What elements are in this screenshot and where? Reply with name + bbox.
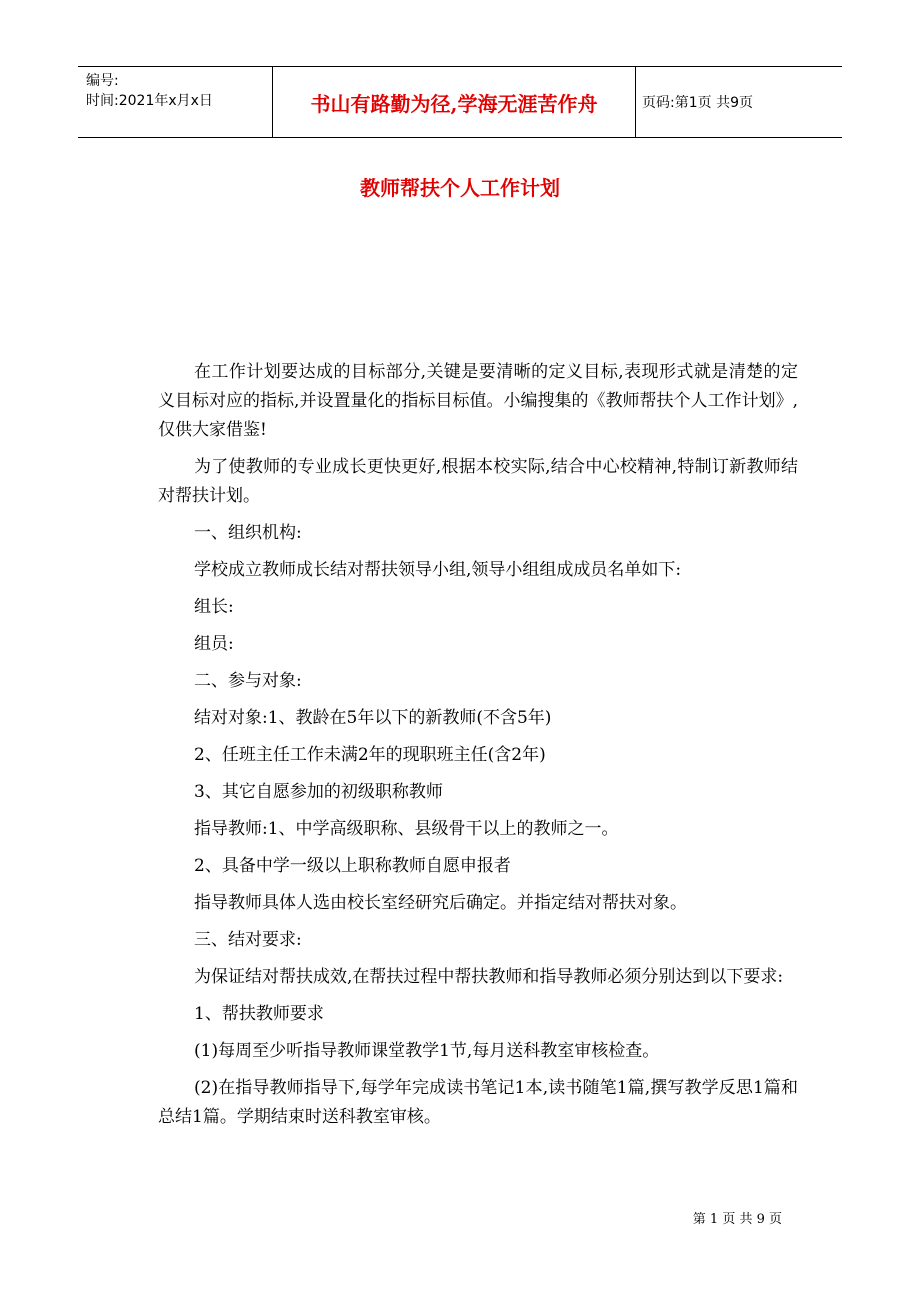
paragraph: 在工作计划要达成的目标部分,关键是要清晰的定义目标,表现形式就是清楚的定义目标对应的指标,并设置量化的指标目标值。小编搜集的《教师帮扶个人工作计划》,仅供大家借鉴! [158, 362, 798, 440]
page-header [78, 66, 842, 138]
paragraph: 1、帮扶教师要求 [194, 1004, 324, 1024]
paragraph: 为保证结对帮扶成效,在帮扶过程中帮扶教师和指导教师必须分别达到以下要求: [194, 967, 784, 987]
paragraph: 结对对象:1、教龄在5年以下的新教师(不含5年) [194, 708, 552, 728]
header-meta [86, 71, 272, 111]
header-page-info: 页码:第1页 共9页 [642, 95, 753, 111]
paragraph: 为了使教师的专业成长更快更好,根据本校实际,结合中心校精神,特制订新教师结对帮扶计划。 [158, 457, 798, 506]
document-body [158, 358, 798, 1140]
paragraph: 指导教师:1、中学高级职称、县级骨干以上的教师之一。 [194, 819, 619, 839]
page-footer: 第 1 页 共 9 页 [692, 1212, 782, 1227]
doc-time-label: 时间:2021年x月x日 [86, 93, 213, 109]
paragraph: 组长: [194, 597, 234, 617]
doc-number-label: 编号: [86, 73, 119, 89]
paragraph: 组员: [194, 634, 234, 654]
paragraph: (2)在指导教师指导下,每学年完成读书笔记1本,读书随笔1篇,撰写教学反思1篇和总结1篇。学期结束时送科教室审核。 [158, 1078, 798, 1127]
section-heading: 二、参与对象: [194, 671, 302, 691]
paragraph: 3、其它自愿参加的初级职称教师 [194, 782, 443, 802]
document-title: 教师帮扶个人工作计划 [360, 176, 560, 200]
paragraph: 2、任班主任工作未满2年的现职班主任(含2年) [194, 745, 546, 765]
section-heading: 一、组织机构: [194, 523, 302, 543]
section-heading: 三、结对要求: [194, 930, 302, 950]
paragraph: 2、具备中学一级以上职称教师自愿申报者 [194, 856, 511, 876]
header-motto: 书山有路勤为径,学海无涯苦作舟 [272, 67, 636, 137]
paragraph: 学校成立教师成长结对帮扶领导小组,领导小组组成成员名单如下: [194, 560, 682, 580]
paragraph: 指导教师具体人选由校长室经研究后确定。并指定结对帮扶对象。 [194, 893, 687, 913]
paragraph: (1)每周至少听指导教师课堂教学1节,每月送科教室审核检查。 [194, 1041, 660, 1061]
